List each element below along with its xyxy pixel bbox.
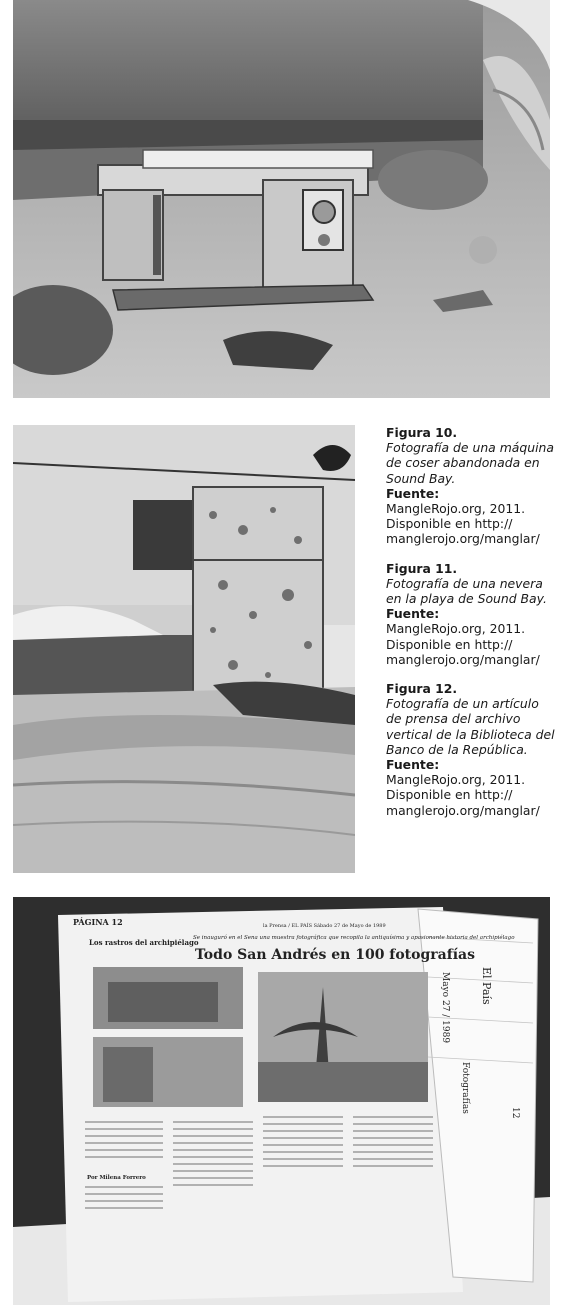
fridge-photo — [13, 425, 355, 873]
figure-12-source: MangleRojo.org, 2011. Disponible en http:// manglerojo.org/manglar/ — [386, 772, 540, 818]
sewing-machine-illustration — [13, 0, 550, 398]
figure-12-caption — [386, 681, 556, 818]
newspaper-clipping-illustration — [13, 897, 550, 1305]
figure-captions — [386, 425, 556, 832]
clipping-masthead: la Prensa / EL PAÍS Sábado 27 de Mayo de 1989 — [263, 923, 386, 929]
figure-12-description: Fotografía de un artículo de prensa del archivo vertical de la Biblioteca del Banco de la República. — [386, 696, 555, 757]
figure-12-source-label: Fuente: — [386, 757, 440, 773]
sewing-machine-photo — [13, 0, 550, 398]
figure-11-source-label: Fuente: — [386, 606, 440, 622]
clipping-kicker: Se inauguró en el Sena una muestra fotográfica que recopila la antiquísima y apasionante historia del archipiélago — [193, 935, 515, 941]
figure-11-label: Figura 11. — [386, 560, 458, 576]
clipping-sidebar-title: Los rastros del archipiélago — [89, 938, 199, 947]
figure-11-caption — [386, 561, 556, 667]
figure-10-source: MangleRojo.org, 2011. Disponible en http:// manglerojo.org/manglar/ — [386, 501, 540, 547]
figure-10-source-label: Fuente: — [386, 485, 440, 501]
card-paper-name: El País — [480, 967, 493, 1005]
newspaper-clipping-photo — [13, 897, 550, 1305]
figure-10-caption — [386, 425, 556, 547]
card-topic: Fotografías — [460, 1062, 470, 1114]
clipping-byline: Por Milena Forrero — [87, 1175, 146, 1181]
card-page: 12 — [510, 1107, 520, 1119]
fridge-illustration — [13, 425, 355, 873]
figure-12-label: Figura 12. — [386, 681, 458, 697]
figure-11-source: MangleRojo.org, 2011. Disponible en http:// manglerojo.org/manglar/ — [386, 621, 540, 667]
figure-10-label: Figura 10. — [386, 425, 458, 440]
figure-11-description: Fotografía de una nevera en la playa de Sound Bay. — [386, 575, 547, 607]
card-date: Mayo 27 / 1989 — [440, 972, 450, 1044]
clipping-page-marker: PÁGINA 12 — [73, 917, 123, 927]
figure-10-description: Fotografía de una máquina de coser abandonada en Sound Bay. — [386, 440, 554, 486]
clipping-headline: Todo San Andrés en 100 fotografías — [195, 947, 476, 963]
